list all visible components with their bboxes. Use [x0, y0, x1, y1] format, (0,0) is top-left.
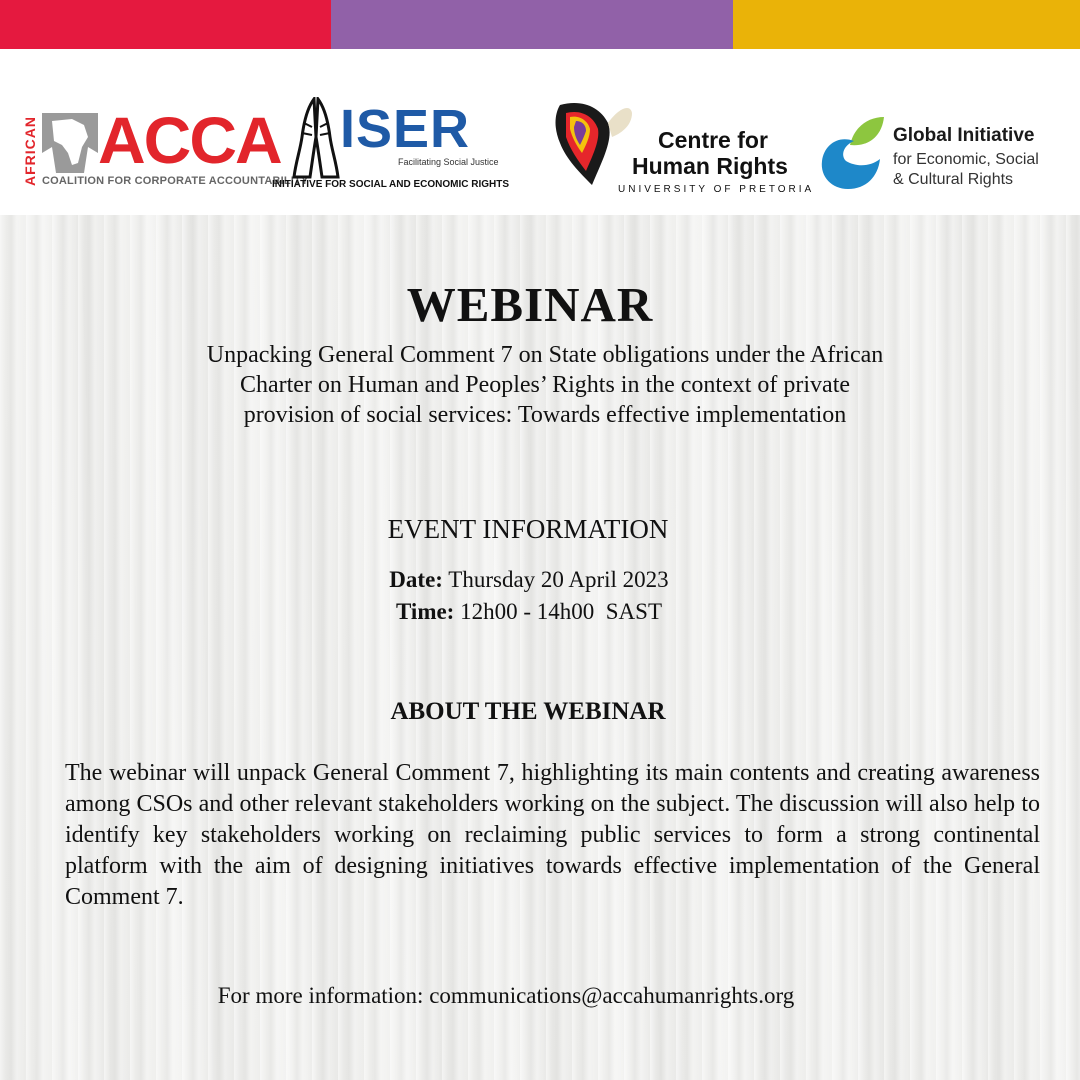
event-time — [0, 599, 1058, 625]
gi-line-3: & Cultural Rights — [893, 171, 1014, 188]
acca-subtitle: COALITION FOR CORPORATE ACCOUNTABILITY — [42, 175, 309, 187]
contact-footer: For more information: communications@accahumanrights.org — [217, 983, 795, 1008]
iser-wordmark: ISER — [340, 99, 471, 159]
centre-for-human-rights-logo — [552, 99, 815, 199]
date-label: Date: — [389, 567, 443, 592]
chr-line-3: UNIVERSITY OF PRETORIA — [618, 184, 815, 195]
event-date — [0, 567, 1058, 593]
acca-vertical-text: AFRICAN — [22, 116, 38, 186]
time-value: 12h00 - 14h00 SAST — [460, 599, 662, 624]
butterfly-africa-icon — [552, 99, 634, 191]
event-information-heading: EVENT INFORMATION — [387, 514, 669, 544]
acca-logo — [22, 103, 309, 211]
date-value: Thursday 20 April 2023 — [448, 567, 669, 592]
page-title: WEBINAR — [406, 277, 654, 332]
gi-line-1: Global Initiative — [893, 125, 1035, 146]
gi-line-2: for Economic, Social — [893, 151, 1039, 168]
globe-leaf-icon — [820, 115, 886, 191]
iser-tagline: Facilitating Social Justice — [398, 157, 499, 167]
time-label: Time: — [396, 599, 455, 624]
about-body: The webinar will unpack General Comment 7, highlighting its main contents and creating awareness among CSOs and other relevant stakeholders working on the subject. The discussion will also help to identify key stakeholders working on reclaiming public services to form a strong continental platform with the aim of designing initiatives towards effective implementation of the General Comment 7. — [65, 760, 1040, 910]
webinar-subtitle: Unpacking General Comment 7 on State obligations under the African Charter on Human and Peoples’ Rights in the context of private provision of social services: Towards effective implementation — [206, 342, 884, 428]
partner-logos-strip — [0, 49, 1080, 215]
global-initiative-logo — [820, 115, 1060, 215]
stripe-red — [0, 0, 331, 49]
about-heading: ABOUT THE WEBINAR — [390, 698, 666, 725]
africa-hands-icon — [42, 113, 98, 173]
color-stripe-bar — [0, 0, 1080, 49]
iser-subtitle: INITIATIVE FOR SOCIAL AND ECONOMIC RIGHTS — [272, 179, 510, 190]
stripe-purple — [331, 0, 733, 49]
stripe-gold — [733, 0, 1080, 49]
iser-logo — [272, 97, 512, 197]
acca-wordmark: ACCA — [98, 103, 281, 177]
praying-hands-icon — [292, 97, 340, 179]
chr-line-1: Centre for — [658, 127, 768, 153]
chr-line-2: Human Rights — [632, 153, 788, 179]
